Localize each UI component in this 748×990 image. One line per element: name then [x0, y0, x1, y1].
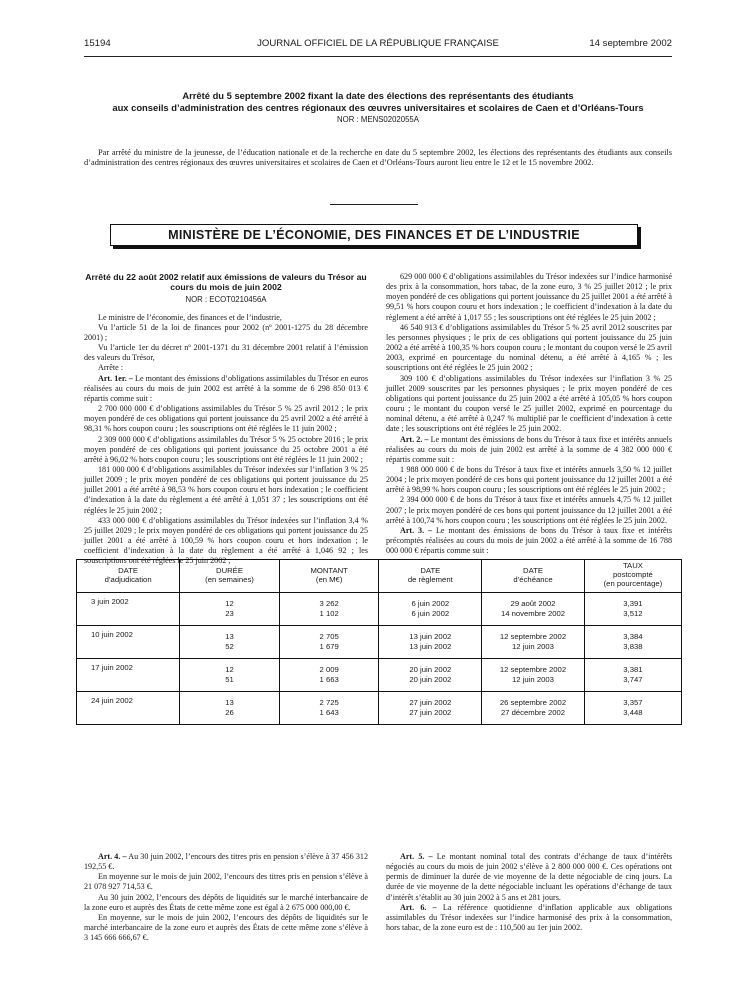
article-label: Art. 2. – [400, 434, 429, 444]
table-header-row [77, 560, 681, 592]
decree2-left-column [84, 272, 368, 567]
article-label: Art. 6. – [400, 902, 437, 912]
auction-date-cell: 3 juin 2002 [77, 592, 180, 625]
paragraph-text: 2 394 000 000 € de bons du Trésor à taux fixe et intérêts annuels 4,75 % 12 juillet 2007 ; le prix moyen pondéré de ces bons qui portent jouissance du 12 juillet 2001 a été arrêté à 100,74 % hors coupon couru ; les souscriptions ont été réglées le 25 juin 2002. [386, 495, 672, 525]
reglement-cell: 27 juin 2002 27 juin 2002 [379, 691, 482, 724]
reglement-cell: 20 juin 2002 20 juin 2002 [379, 658, 482, 691]
table-body [77, 592, 681, 724]
paragraph [386, 495, 672, 525]
paragraph-text: En moyenne sur le mois de juin 2002, l’encours des titres pris en pension s’élève à 21 078 927 714,53 €. [84, 872, 368, 892]
duree-cell: 13 52 [180, 625, 280, 658]
paragraph-text: Au 30 juin 2002, l’encours des dépôts de liquidités sur le marché interbancaire de la zone euro et auprès des États de cette même zone est égal à 2 675 000 000,00 €. [84, 892, 368, 912]
paragraph [386, 272, 672, 323]
paragraph-text: Le montant des émissions de bons du Trésor à taux fixe et intérêts annuels réalisées au cours du mois de juin 2002 est arrêté à la somme de 4 382 000 000 € répartis comme suit : [386, 434, 672, 464]
taux-cell: 3,381 3,747 [584, 658, 681, 691]
paragraph [84, 363, 368, 373]
paragraph-text: Le montant des émissions d’obligations assimilables du Trésor en euros réalisées au cours du mois de juin 2002 est arrêté à la somme de 6 298 850 013 € répartis comme suit : [84, 373, 369, 403]
paragraph-text: Au 30 juin 2002, l’encours des titres pris en pension s’élève à 37 456 312 192,55 €. [84, 852, 368, 872]
montant-cell: 2 725 1 643 [279, 691, 379, 724]
echeance-cell: 12 septembre 2002 12 juin 2003 [482, 658, 585, 691]
paragraph [84, 465, 368, 516]
decree1-title-line2: aux conseils d’administration des centres régionaux des œuvres universitaires et scolaires de Caen et d’Orléans-Tours [112, 101, 644, 113]
paragraph-text: En moyenne, sur le mois de juin 2002, l’encours des dépôts de liquidités sur le marché interbancaire de la zone euro et auprès des États de cette même zone s’élève à 3 145 666 666,67 €. [84, 912, 368, 943]
paragraph-text: Le ministre de l’économie, des finances et de l’industrie, [98, 312, 282, 322]
paragraph-text: 1 988 000 000 € de bons du Trésor à taux fixe et intérêts annuels 3,50 % 12 juillet 2004 ; le prix moyen pondéré de ces bons qui portent jouissance du 12 juillet 2001 a été arrêté à 98,99 % hors coupon couru ; les souscriptions ont été réglées le 25 juin 2002 ; [386, 464, 672, 495]
decree2-nor: NOR : ECOT0210456A [185, 294, 267, 304]
decree1-nor: NOR : MENS0202055A [337, 115, 419, 125]
paragraph [84, 323, 368, 343]
bottom-left-column [84, 852, 368, 943]
echeance-cell: 26 septembre 2002 27 décembre 2002 [482, 691, 585, 724]
paragraph-text: 2 309 000 000 € d’obligations assimilables du Trésor 5 % 25 octobre 2016 ; le prix moyen pondéré de ces obligations qui portent jouissance du 25 octobre 2001 a été arrêté à 96,02 % hors coupon couru ; les souscriptions ont été réglées le 11 juin 2002 ; [84, 434, 368, 464]
paragraph-text: 433 000 000 € d’obligations assimilables du Trésor indexées sur l’inflation 3,4 % 25 juillet 2029 ; le prix moyen pondéré de ces obligations qui portent jouissance du 25 juillet 2001 a été arrêté à 100,59 % hors coupon couru et hors indexation ; le coefficient d’indexation à la date du règlement a été arrêté à 1,046 92 ; les souscriptions ont été réglées le 25 juin 2002 ; [84, 515, 368, 566]
paragraph-text: Vu l’article 51 de la loi de finances pour 2002 (nº 2001-1275 du 28 décembre 2001) ; [84, 322, 368, 342]
table-row [77, 592, 681, 625]
paragraph-text: Le montant nominal total des contrats d’échange de taux d’intérêts négociés au cours du mois de juin 2002 s’élève à 2 800 000 000 €. Ces opérations ont permis de diminuer la durée de vie moyenne de la dette négociable de cinq jours. La durée de vie moyenne de la dette négociable incluant les opérations d’échange de taux d’intérêt s’établit au 30 juin 2002 à 5 ans et 281 jours. [386, 852, 672, 902]
table-row [77, 625, 681, 658]
paragraph [386, 526, 672, 556]
issuance-table [76, 559, 682, 725]
paragraph-text: Arrête : [98, 363, 123, 373]
issue-date: 14 septembre 2002 [589, 38, 672, 49]
page-number: 15194 [84, 38, 111, 49]
paragraph [84, 374, 368, 404]
paragraph-text: 629 000 000 € d’obligations assimilables du Trésor indexées sur l’indice harmonisé des prix à la consommation, hors tabac, de la zone euro, 3 % 25 juillet 2012 ; le prix moyen pondéré de ces obligations qui portent jouissance du 25 juillet 2001 a été arrêté à 99,51 % hors coupon couru et hors indexation ; le coefficient d’indexation à la date du règlement a été arrêté à 1,017 55 ; les souscriptions ont été réglées le 25 juin 2002 ; [386, 272, 672, 322]
reglement-cell: 6 juin 2002 6 juin 2002 [379, 592, 482, 625]
echeance-cell: 12 septembre 2002 12 juin 2003 [482, 625, 585, 658]
column-header: DATE d’échéance [482, 560, 585, 592]
paragraph-text: Vu l’article 1er du décret nº 2001-1371 du 31 décembre 2001 relatif à l’émission des valeurs du Trésor, [84, 343, 368, 363]
taux-cell: 3,391 3,512 [584, 592, 681, 625]
paragraph [386, 465, 672, 495]
paragraph [386, 435, 672, 465]
decree1-title-line1: Arrêté du 5 septembre 2002 fixant la date des élections des représentants des étudiants [182, 90, 574, 101]
auction-date-cell: 17 juin 2002 [77, 658, 180, 691]
taux-cell: 3,357 3,448 [623, 697, 643, 717]
montant-cell: 2 705 1 679 [279, 625, 379, 658]
echeance-cell: 29 août 2002 14 novembre 2002 [482, 592, 585, 625]
paragraph-text: La référence quotidienne d’inflation applicable aux obligations assimilables du Trésor indexées sur l’indice harmonisé des prix à la consommation, hors tabac, de la zone euro est de : 110,500 au 1er juin 2002. [386, 902, 672, 933]
article-label: Art. 4. – [98, 852, 127, 861]
right-paragraphs [386, 272, 672, 556]
header-rule [84, 56, 672, 57]
decree1-body: Par arrêté du ministre de la jeunesse, de l’éducation nationale et de la recherche en date du 5 septembre 2002, les élections des représentants des étudiants aux conseils d’administration des centres régionaux des œuvres universitaires et scolaires de Caen et d’Orléans-Tours auront lieu entre le 12 et le 15 novembre 2002. [84, 148, 672, 167]
article-label: Art. 3. – [400, 525, 433, 535]
decree2-title: Arrêté du 22 août 2002 relatif aux émissions de valeurs du Trésor au cours du mois de juin 2002 [85, 272, 367, 293]
auction-date-cell: 24 juin 2002 [77, 691, 180, 724]
duree-cell: 13 26 [180, 691, 280, 724]
bottom-right-column [386, 852, 672, 933]
journal-title: JOURNAL OFFICIEL DE LA RÉPUBLIQUE FRANÇAISE [257, 38, 499, 49]
section-divider [330, 204, 418, 205]
paragraph [84, 435, 368, 465]
ministry-banner: MINISTÈRE DE L’ÉCONOMIE, DES FINANCES ET DE L’INDUSTRIE [110, 224, 638, 246]
table-row [77, 658, 681, 691]
column-header: MONTANT (en M€) [279, 560, 379, 592]
paragraph-text: Le montant des émissions de bons du Trésor à taux fixe et intérêts précomptés réalisées au cours du mois de juin 2002 a été arrêté à la somme de 16 788 000 000 € répartis comme suit : [386, 525, 673, 556]
table-row [77, 691, 681, 724]
paragraph [84, 893, 368, 913]
paragraph-text: 181 000 000 € d’obligations assimilables du Trésor indexées sur l’inflation 3 % 25 juillet 2009 ; le prix moyen pondéré de ces obligations qui portent jouissance du 25 juillet 2001 a été arrêté à 98,53 % hors coupon couru et hors indexation ; le coefficient d’indexation à la date du règlement a été arrêté à 1,051 37 ; les souscriptions ont été réglées le 25 juin 2002 ; [84, 465, 368, 515]
paragraph [84, 852, 368, 872]
column-header: DATE d’adjudication [77, 560, 180, 592]
article-label: Art. 5. – [400, 852, 433, 861]
paragraph [386, 374, 672, 435]
column-header: DATE de règlement [379, 560, 482, 592]
duree-cell: 12 23 [180, 592, 280, 625]
paragraph [84, 343, 368, 363]
decree1-title [60, 90, 696, 125]
paragraph [84, 913, 368, 943]
taux-cell: 3,384 3,838 [584, 625, 681, 658]
paragraph-text: 309 100 € d’obligations assimilables du Trésor indexées sur l’inflation 3 % 25 juillet 2009 souscrites par les personnes physiques ; le prix moyen pondéré de ces obligations qui portent jouissance du 25 juin 2002 a été arrêté à 105,05 % hors coupon couru ; le montant du coupon versé le 25 juillet 2002, exprimé en pourcentage du nominal détenu, a été arrêté à 0,247 % multiplié par le coefficient d’indexation à cette date ; les souscriptions ont été réglées le 25 juin 2002. [386, 373, 672, 434]
column-header: DURÉE (en semaines) [180, 560, 280, 592]
paragraph [386, 323, 672, 374]
decree2-right-column [386, 272, 672, 556]
paragraph [84, 872, 368, 892]
running-header [84, 38, 672, 52]
paragraph [84, 313, 368, 323]
paragraph [84, 404, 368, 434]
reglement-cell: 13 juin 2002 13 juin 2002 [379, 625, 482, 658]
auction-date-cell: 10 juin 2002 [77, 625, 180, 658]
paragraph-text: 46 540 913 € d’obligations assimilables du Trésor 5 % 25 avril 2012 souscrites par les personnes physiques ; le prix de ces obligations qui portent jouissance du 25 juin 2002 a été arrêté à 100,35 % hors coupon couru ; le montant du coupon versé le 25 avril 2003, exprimé en pourcentage du nominal détenu, a été arrêté à 4,165 % ; les souscriptions ont été réglées le 25 juin 2002 ; [386, 322, 672, 373]
paragraph [386, 852, 672, 903]
article-label: Art. 1er. – [98, 373, 133, 383]
paragraph-text: 2 700 000 000 € d’obligations assimilables du Trésor 5 % 25 avril 2012 ; le prix moyen pondéré de ces obligations qui portent jouissance du 25 avril 2002 a été arrêté à 98,31 % hors coupon couru ; les souscriptions ont été réglées le 11 juin 2002 ; [84, 404, 368, 434]
duree-cell: 12 51 [180, 658, 280, 691]
montant-cell: 2 009 1 663 [279, 658, 379, 691]
column-header: TAUX postcompté (en pourcentage) [584, 560, 681, 592]
montant-cell: 3 262 1 102 [279, 592, 379, 625]
left-paragraphs [84, 313, 368, 567]
paragraph [386, 903, 672, 933]
